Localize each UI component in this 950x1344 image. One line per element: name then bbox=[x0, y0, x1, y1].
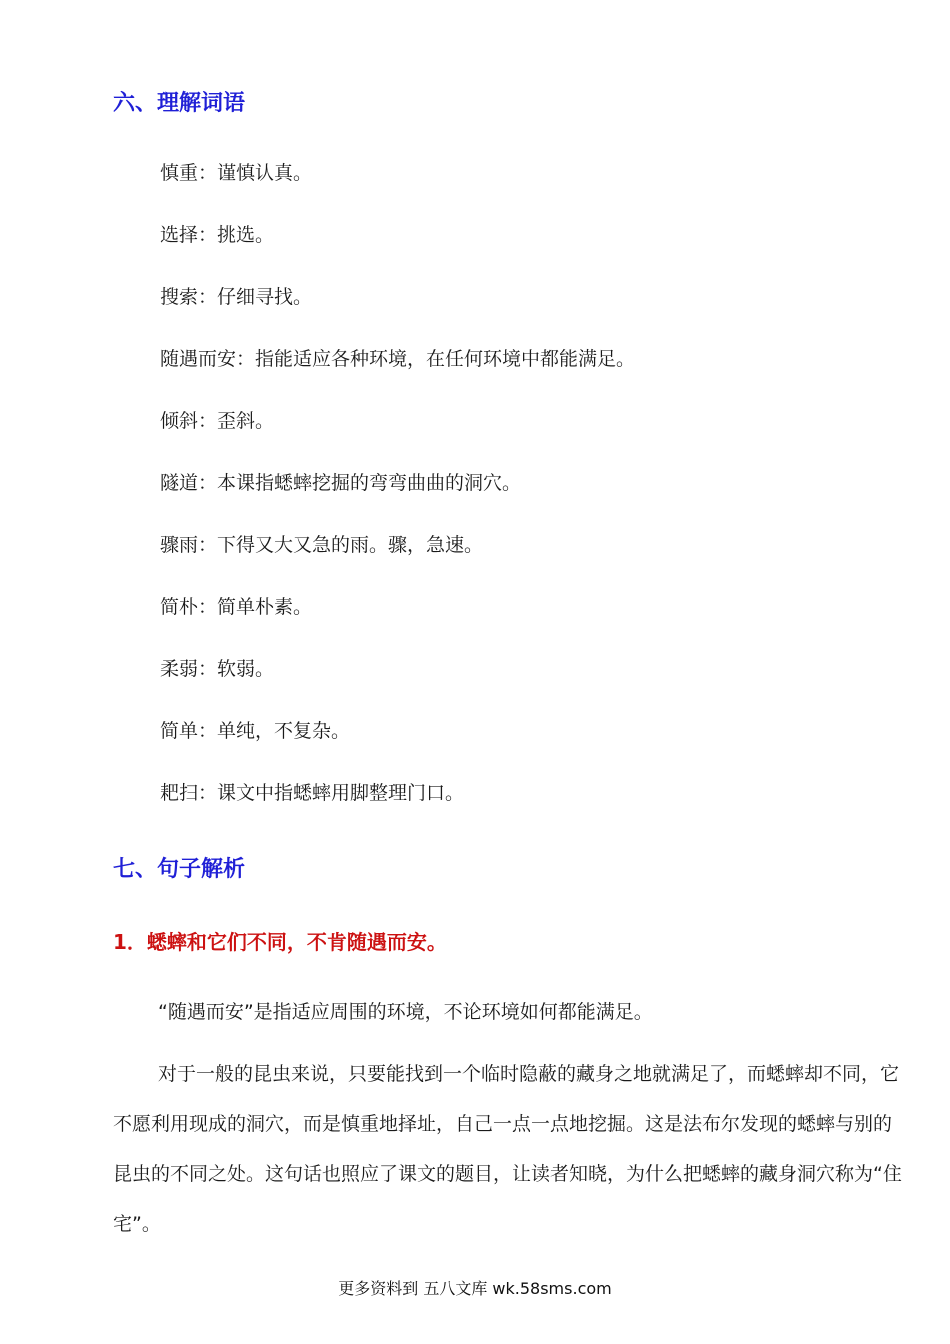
vocab-item: 耙扫：课文中指蟋蟀用脚整理门口。 bbox=[160, 782, 465, 804]
footer-watermark: 更多资料到 五八文库 wk.58sms.com bbox=[338, 1279, 612, 1298]
vocabulary-list bbox=[160, 158, 635, 840]
vocab-item: 简朴：简单朴素。 bbox=[160, 596, 313, 618]
vocab-item: 慎重：谨慎认真。 bbox=[160, 162, 313, 184]
vocab-item: 倾斜：歪斜。 bbox=[160, 410, 275, 432]
vocab-item: 隧道：本课指蟋蟀挖掘的弯弯曲曲的洞穴。 bbox=[160, 472, 522, 494]
section-heading-sentence-analysis: 七、句子解析 bbox=[113, 857, 246, 882]
section-heading-vocabulary: 六、理解词语 bbox=[113, 91, 246, 116]
vocab-item: 简单：单纯，不复杂。 bbox=[160, 720, 351, 742]
paragraph-definition: “随遇而安”是指适应周围的环境，不论环境如何都能满足。 bbox=[158, 1001, 653, 1023]
vocab-item: 选择：挑选。 bbox=[160, 224, 275, 246]
vocab-item: 骤雨：下得又大又急的雨。骤，急速。 bbox=[160, 534, 484, 556]
vocab-item: 搜索：仔细寻找。 bbox=[160, 286, 313, 308]
sentence-heading: 1．蟋蟀和它们不同，不肯随遇而安。 bbox=[113, 930, 447, 954]
paragraph-analysis: 对于一般的昆虫来说，只要能找到一个临时隐蔽的藏身之地就满足了，而蟋蟀却不同，它不愿利用现成的洞穴，而是慎重地择址，自己一点一点地挖掘。这是法布尔发现的蟋蟀与别的昆虫的不同之处。这句话也照应了课文的题目，让读者知晓，为什么把蟋蟀的藏身洞穴称为“住宅”。 bbox=[113, 1063, 902, 1235]
vocab-item: 随遇而安：指能适应各种环境，在任何环境中都能满足。 bbox=[160, 348, 636, 370]
vocab-item: 柔弱：软弱。 bbox=[160, 658, 275, 680]
